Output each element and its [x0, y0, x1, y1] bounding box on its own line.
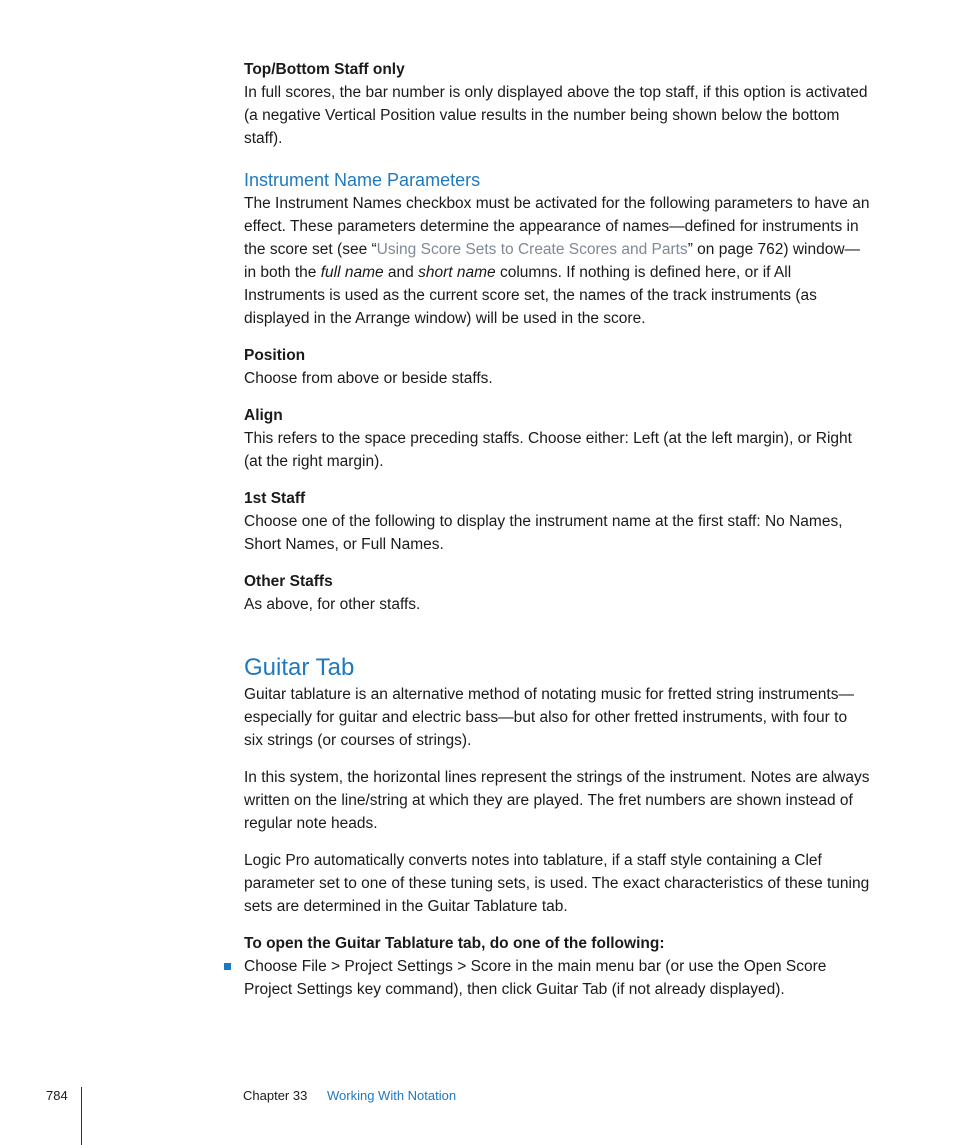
guitar-tab-heading: Guitar Tab: [244, 654, 355, 681]
position-heading: Position: [244, 347, 306, 364]
position-body: Choose from above or beside staffs.: [244, 370, 493, 387]
first-staff-body: Choose one of the following to display the instrument name at the first staff: No Names, Short Names, or Full Names.: [244, 513, 843, 553]
instrument-name-text-3: and: [383, 264, 419, 281]
footer-chapter-title[interactable]: Working With Notation: [327, 1088, 457, 1103]
first-staff-heading: 1st Staff: [244, 490, 306, 507]
instrument-name-text-4: columns. If nothing is defined here, or if All Instruments is used as the current score set, the names of the track instruments (as displayed in the Arrange window) will be used in the score.: [244, 264, 817, 327]
guitar-tab-p1: Guitar tablature is an alternative method of notating music for fretted string instruments—especially for guitar and electric bass—but also for other fretted instruments, with four to six strings (or courses of strings).: [244, 686, 854, 749]
align-heading: Align: [244, 407, 283, 424]
instrument-name-body: [244, 192, 870, 330]
task-heading: To open the Guitar Tablature tab, do one of the following:: [244, 935, 665, 952]
square-bullet-icon: [224, 963, 231, 970]
score-sets-link[interactable]: Using Score Sets to Create Scores and Parts: [376, 241, 688, 258]
instrument-name-text-1: The Instrument Names checkbox must be activated for the following parameters to have an effect. These parameters determine the appearance of names—defined for instruments in the score set (see “: [244, 195, 870, 258]
top-bottom-body: In full scores, the bar number is only displayed above the top staff, if this option is activated (a negative Vertical Position value results in the number being shown below the bottom staff).: [244, 84, 868, 147]
other-staffs-heading: Other Staffs: [244, 573, 333, 590]
footer-divider: [81, 1087, 82, 1145]
list-item: [244, 955, 870, 1001]
page-content: [244, 58, 870, 1001]
guitar-tab-p3: Logic Pro automatically converts notes into tablature, if a staff style containing a Clef parameter set to one of these tuning sets, is used. The exact characteristics of these tuning sets are determined in the Guitar Tablature tab.: [244, 852, 870, 915]
full-name-emphasis: full name: [320, 264, 384, 281]
footer-chapter: Chapter 33: [243, 1088, 308, 1103]
short-name-emphasis: short name: [418, 264, 496, 281]
bullet-text: Choose File > Project Settings > Score in the main menu bar (or use the Open Score Project Settings key command), then click Guitar Tab (if not already displayed).: [244, 958, 827, 998]
other-staffs-body: As above, for other staffs.: [244, 596, 421, 613]
guitar-tab-p2: In this system, the horizontal lines represent the strings of the instrument. Notes are always written on the line/string at which they are played. The fret numbers are shown instead of regular note heads.: [244, 769, 870, 832]
instrument-name-text-2: ” on page 762) window—in both the: [244, 241, 861, 281]
top-bottom-heading: Top/Bottom Staff only: [244, 61, 405, 78]
instrument-name-heading: Instrument Name Parameters: [244, 170, 481, 190]
align-body: This refers to the space preceding staffs. Choose either: Left (at the left margin), or Right (at the right margin).: [244, 430, 852, 470]
page-number: 784: [46, 1088, 68, 1103]
